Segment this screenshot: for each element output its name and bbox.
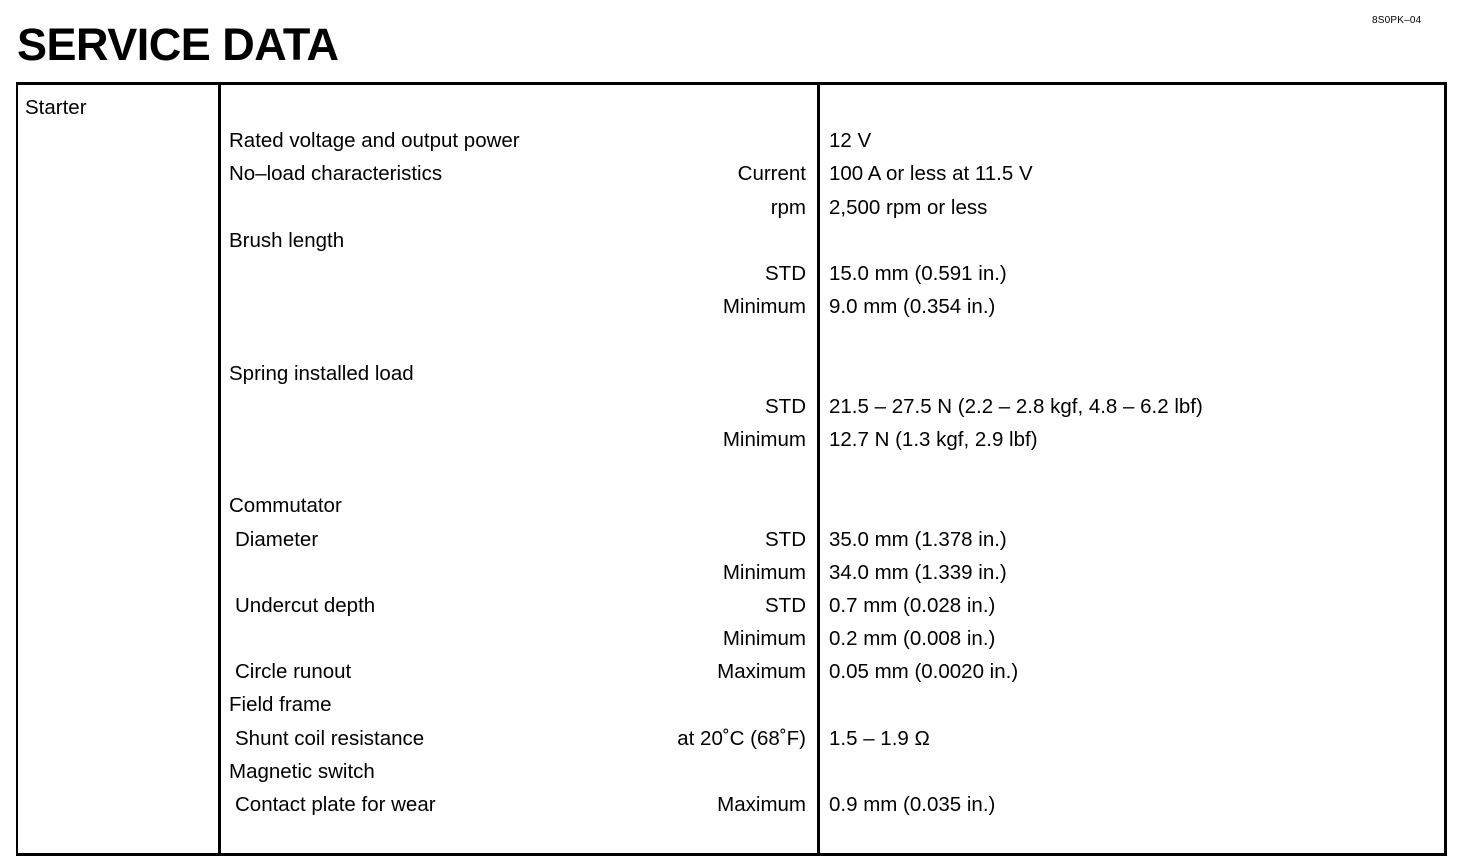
row-item: Undercut depth [235, 594, 376, 617]
row-condition: Minimum [722, 295, 806, 318]
table-row [0, 128, 1472, 154]
row-item: Diameter [235, 528, 319, 551]
table-row [0, 659, 1472, 685]
table-row [0, 726, 1472, 752]
row-item: Magnetic switch [229, 760, 375, 783]
table-row [0, 626, 1472, 652]
table-row [0, 261, 1472, 287]
table-row [0, 759, 1472, 785]
row-value: 9.0 mm (0.354 in.) [829, 295, 996, 318]
row-value: 34.0 mm (1.339 in.) [829, 561, 1007, 584]
row-value: 2,500 rpm or less [829, 196, 988, 219]
row-value: 21.5 – 27.5 N (2.2 – 2.8 kgf, 4.8 – 6.2 lbf) [829, 395, 1203, 418]
table-row [0, 560, 1472, 586]
table-row [0, 361, 1472, 387]
table-row [0, 195, 1472, 221]
row-condition: Maximum [717, 660, 806, 683]
row-condition: rpm [770, 196, 806, 219]
table-row [0, 493, 1472, 519]
row-value: 12.7 N (1.3 kgf, 2.9 lbf) [829, 428, 1038, 451]
row-item: Field frame [229, 693, 332, 716]
row-value: 0.2 mm (0.008 in.) [829, 627, 996, 650]
page-title: SERVICE DATA [17, 19, 339, 70]
row-value: 100 A or less at 11.5 V [829, 162, 1033, 185]
row-condition: at 20˚C (68˚F) [677, 727, 806, 750]
row-item: Shunt coil resistance [235, 727, 425, 750]
row-value: 15.0 mm (0.591 in.) [829, 262, 1007, 285]
table-row [0, 161, 1472, 187]
row-condition: Minimum [722, 627, 806, 650]
row-item: Contact plate for wear [235, 793, 436, 816]
row-item: Commutator [229, 494, 342, 517]
row-condition: Maximum [717, 793, 806, 816]
row-condition: Minimum [722, 561, 806, 584]
row-item: Circle runout [235, 660, 352, 683]
row-condition: STD [765, 528, 806, 551]
table-row [0, 593, 1472, 619]
section-label-starter: Starter [25, 96, 87, 119]
row-value: 0.05 mm (0.0020 in.) [829, 660, 1019, 683]
row-item: Brush length [229, 229, 345, 252]
row-item: Spring installed load [229, 362, 414, 385]
row-item: Rated voltage and output power [229, 129, 520, 152]
row-condition: Current [737, 162, 806, 185]
row-value: 0.9 mm (0.035 in.) [829, 793, 996, 816]
row-item: No–load characteristics [229, 162, 443, 185]
row-condition: STD [765, 594, 806, 617]
table-row [0, 394, 1472, 420]
row-condition: Minimum [722, 428, 806, 451]
row-value: 1.5 – 1.9 Ω [829, 727, 930, 750]
row-value: 12 V [829, 129, 872, 152]
table-row [0, 427, 1472, 453]
row-value: 0.7 mm (0.028 in.) [829, 594, 996, 617]
table-row [0, 228, 1472, 254]
table-row [0, 527, 1472, 553]
table-row [0, 294, 1472, 320]
row-condition: STD [765, 395, 806, 418]
row-condition: STD [765, 262, 806, 285]
table-row [0, 792, 1472, 818]
table-row [0, 692, 1472, 718]
row-value: 35.0 mm (1.378 in.) [829, 528, 1007, 551]
document-code: 8S0PK–04 [1372, 15, 1422, 26]
